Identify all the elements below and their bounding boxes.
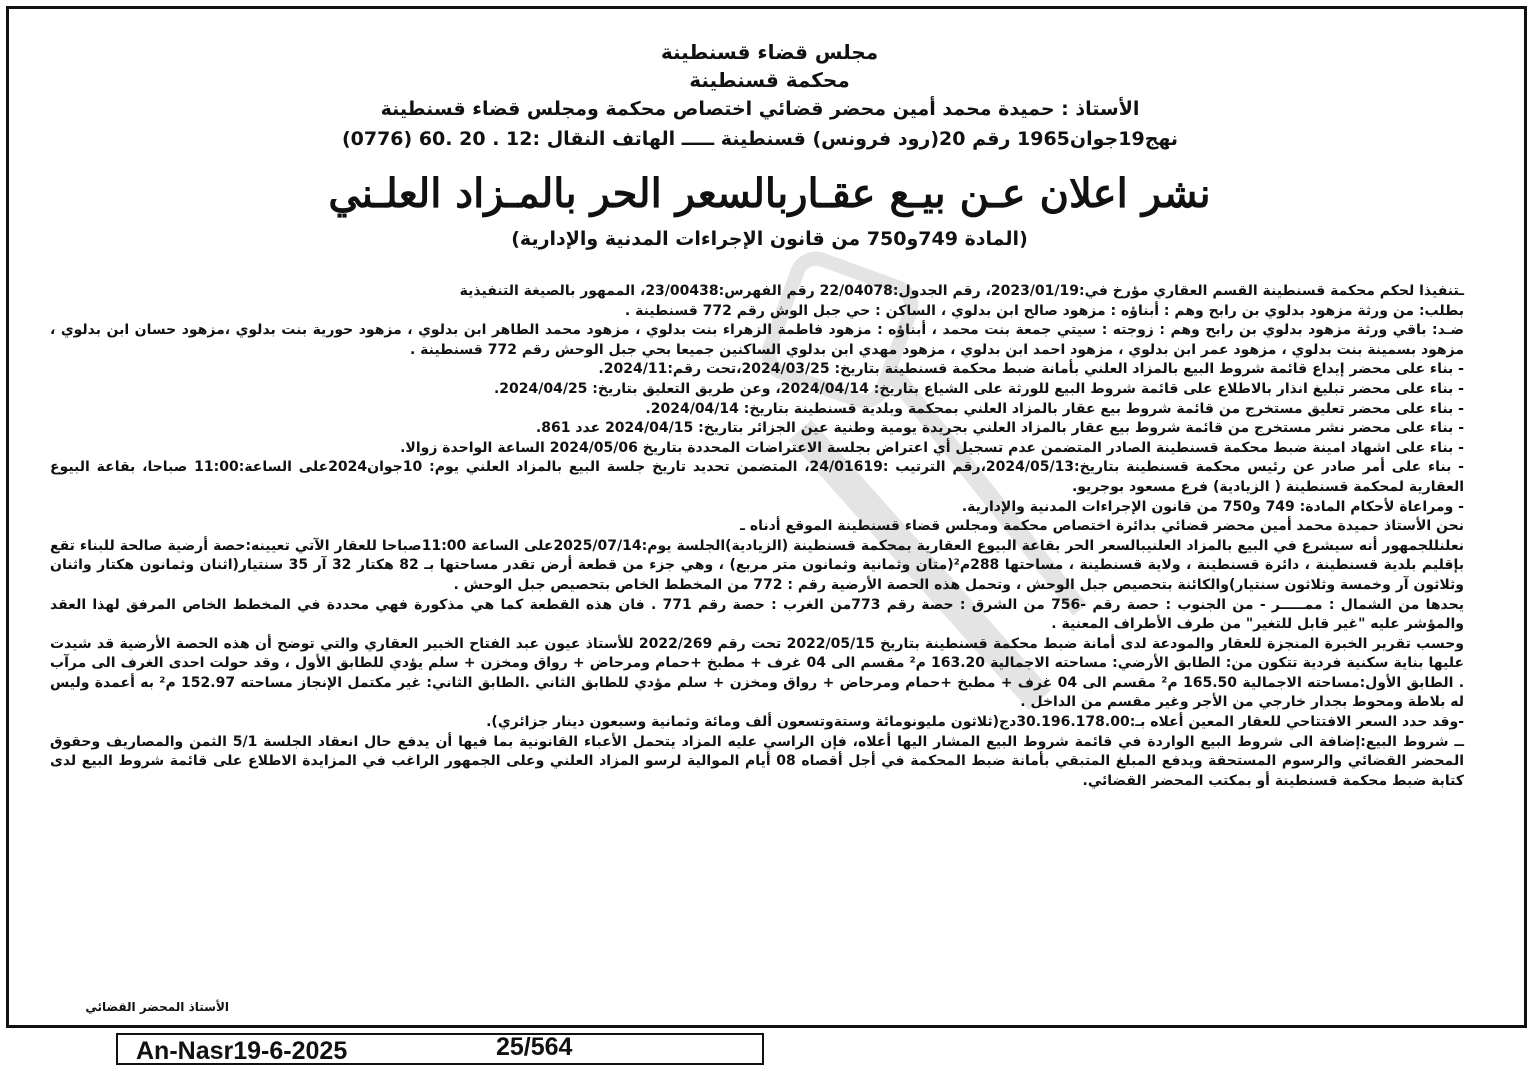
body-paragraph: - بناء على محضر تبليغ انذار بالاطلاع على قائمة شروط البيع للورثة على الشياع بتاريخ: 2024/04/14، وعن طريق التعليق بتاريخ: 2024/04/25. <box>493 380 1464 397</box>
body-paragraph: - بناء على اشهاد امينة ضبط محكمة قسنطينة الصادر المتضمن عدم تسجيل أي اعتراض بجلسة الاعتراضات المحددة بتاريخ 2024/05/06 الساعة الواحدة زوالا. <box>400 439 1464 456</box>
body-paragraph: - بناء على محضر إيداع قائمة شروط البيع بالمزاد العلني بأمانة ضبط محكمة قسنطينة بتاريخ: 2024/03/25،تحت رقم:2024/11. <box>598 361 1464 378</box>
body-paragraph: - ومراعاة لأحكام المادة: 749 و750 من قانون الإجراءات المدنية والإدارية. <box>961 498 1464 515</box>
notice-subtitle: (المادة 749و750 من قانون الإجراءات المدنية والإدارية) <box>511 228 1028 250</box>
body-paragraph: يحدها من الشمال : ممـــــر - من الجنوب : حصة رقم -756 من الشرق : حصة رقم 773من الغرب : حصة رقم 771 . فان هذه القطعة كما هي مذكورة فهي محددة في المخطط الخاص المرفق لهذا العقد والمؤشر عليه "غير قابل للتغير" من طرف الأطراف المعنية . <box>50 596 1464 633</box>
council-name: مجلس قضاء قسنطينة <box>660 40 879 64</box>
notice-reference: 25/564 <box>496 1033 573 1061</box>
body-paragraph: -وقد حدد السعر الافتتاحي للعقار المعين أعلاه بـ:30.196.178.00دج(ثلاثون مليونومائة وستةوتسعون ألف ومائة وثمانية وسبعون دينار جزائري). <box>486 714 1464 731</box>
notice-body <box>50 282 1464 791</box>
newspaper-date: An-Nasr19-6-2025 <box>136 1037 348 1065</box>
body-paragraph: - بناء على محضر تعليق مستخرج من قائمة شروط بيع عقار بالمزاد العلني بمحكمة وبلدية قسنطينة بتاريخ: 2024/04/14. <box>645 400 1464 417</box>
body-paragraph: نعلنللجمهور أنه سيشرع في البيع بالمزاد العلنيبالسعر الحر بقاعة البيوع العقارية بمحكمة قسنطينة (الزيادية)الجلسة يوم:2025/07/14على الساعة 11:00صباحا للعقار الآتي تعيينه:حصة أرضية صالحة للبناء تقع بإقليم بلدية قسنطينة ، دائرة قسنطينة ، ولاية قسنطينة ، مساحتها 288م²(متان وثمانية وثمانون متر مربع) ، وهي جزء من قطعة أرض تقدر مساحتها بـ 82 هكتار 32 آر 35 سنتيار(اثنان وثمانون هكتار واثنان وثلاثون آر وخمسة وثلاثون سنتيار)والكائنة بتحصيص جبل الوحش ، وتحمل هذه الحصة الأرضية رقم : 772 من المخطط الخاص بتحصيص جبل الوحش . <box>50 537 1464 593</box>
bailiff-address: نهج19جوان1965 رقم 20(رود فرونس) قسنطينة ـــــ الهاتف النقال :12 . 20 .60 (0776) <box>341 128 1179 150</box>
body-paragraph: وحسب تقرير الخبرة المنجزة للعقار والمودعة لدى أمانة ضبط محكمة قسنطينة بتاريخ 2022/05/15 تحت رقم 2022/269 للأستاذ عيون عبد الفتاح الخبير العقاري والتي توضح أن هذه الحصة الأرضية قد شيدت عليها بناية سكنية فردية تتكون من: الطابق الأرضي: مساحته الاجمالية 163.20 م² مقسم الى 04 غرف + مطبخ +حمام ومرحاض + رواق ومخزن + سلم يؤدي للطابق الأول ، وقد حولت احدى الغرف الى مرآب . الطابق الأول:مساحته الاجمالية 165.50 م² مقسم الى 04 غرف + مطبخ +حمام ومرحاض + رواق ومخزن + سلم مؤدي للطابق الثاني .الطابق الثاني: غير مكتمل الإنجاز مساحته 152.97 م² به أعمدة وليس له بلاطة ومحوط بجدار خارجي من الأجر وغير مقسم من الداخل . <box>50 635 1465 711</box>
signature-label: الأستاذ المحضر القضائي <box>85 1000 229 1014</box>
bailiff-name: الأستاذ : حميدة محمد أمين محضر قضائي اختصاص محكمة ومجلس قضاء قسنطينة <box>380 98 1140 120</box>
body-paragraph: - بناء على محضر نشر مستخرج من قائمة شروط بيع عقار بالمزاد العلني بجريدة يومية وطنية عين الجزائر بتاريخ: 2024/04/15 عدد 861. <box>535 420 1464 437</box>
publication-footer <box>116 1033 764 1065</box>
body-paragraph: - بناء على أمر صادر عن رئيس محكمة قسنطينة بتاريخ:2024/05/13،رقم الترتيب :24/01619، المتضمن تحديد تاريخ جلسة البيع بالمزاد العلني يوم: 10جوان2024على الساعة:11:00 صباحا، بقاعة البيوع العقارية لمحكمة قسنطينة ( الزيادية) فرع مسعود بوجريو. <box>50 459 1464 495</box>
court-name: محكمة قسنطينة <box>689 68 850 92</box>
body-paragraph: ـتنفيذا لحكم محكمة قسنطينة القسم العقاري مؤرخ في:2023/01/19، رقم الجدول:22/04078 رقم الفهرس:23/00438، الممهور بالصيغة التنفيذية <box>459 283 1464 299</box>
notice-title: نشر اعلان عـن بيـع عقـاربالسعر الحر بالمـزاد العلـني <box>328 170 1211 217</box>
body-paragraph: بطلب: من ورثة مزهود بدلوي بن رابح وهم : أبناؤه : مزهود صالح ابن بدلوي ، الساكن : حي جبل الوش رقم 772 قسنطينة . <box>624 302 1464 319</box>
body-paragraph: ضـد: باقي ورثة مزهود بدلوي بن رابح وهم : زوجته : سيتي جمعة بنت محمد ، أبناؤه : مزهود فاطمة الزهراء بنت بدلوي ، مزهود محمد الطاهر ابن بدلوي ، مزهود حورية بنت بدلوي ،مزهود حسان ابن بدلوي ، مزهود بسمينة بنت بدلوي ، مزهود عمر ابن بدلوي ، مزهود احمد ابن بدلوي ، مزهود مهدي ابن بدلوي الساكنين جميعا بحي جبل الوحش رقم 772 قسنطينة . <box>50 322 1464 358</box>
body-paragraph: ــ شروط البيع:إضافة الى شروط البيع الواردة في قائمة شروط البيع المشار اليها أعلاه، فإن الراسي عليه المزاد يتحمل الأعباء القانونية بما فيها أن يدفع حال انعقاد الجلسة 5/1 الثمن والمصاريف وحقوق المحضر القضائي والرسوم المستحقة ويدفع المبلغ المتبقي بأمانة ضبط المحكمة في أجل أقصاه 08 أيام الموالية لرسو المزاد العلني وعلى الجمهور الراغب في المزايدة الاطلاع على قائمة شروط البيع لدى كتابة ضبط محكمة قسنطينة أو بمكتب المحضر القضائي. <box>50 733 1465 789</box>
body-paragraph: نحن الأستاذ حميدة محمد أمين محضر قضائي بدائرة اختصاص محكمة ومجلس قضاء قسنطينة الموقع أدناه ـ <box>740 518 1464 535</box>
